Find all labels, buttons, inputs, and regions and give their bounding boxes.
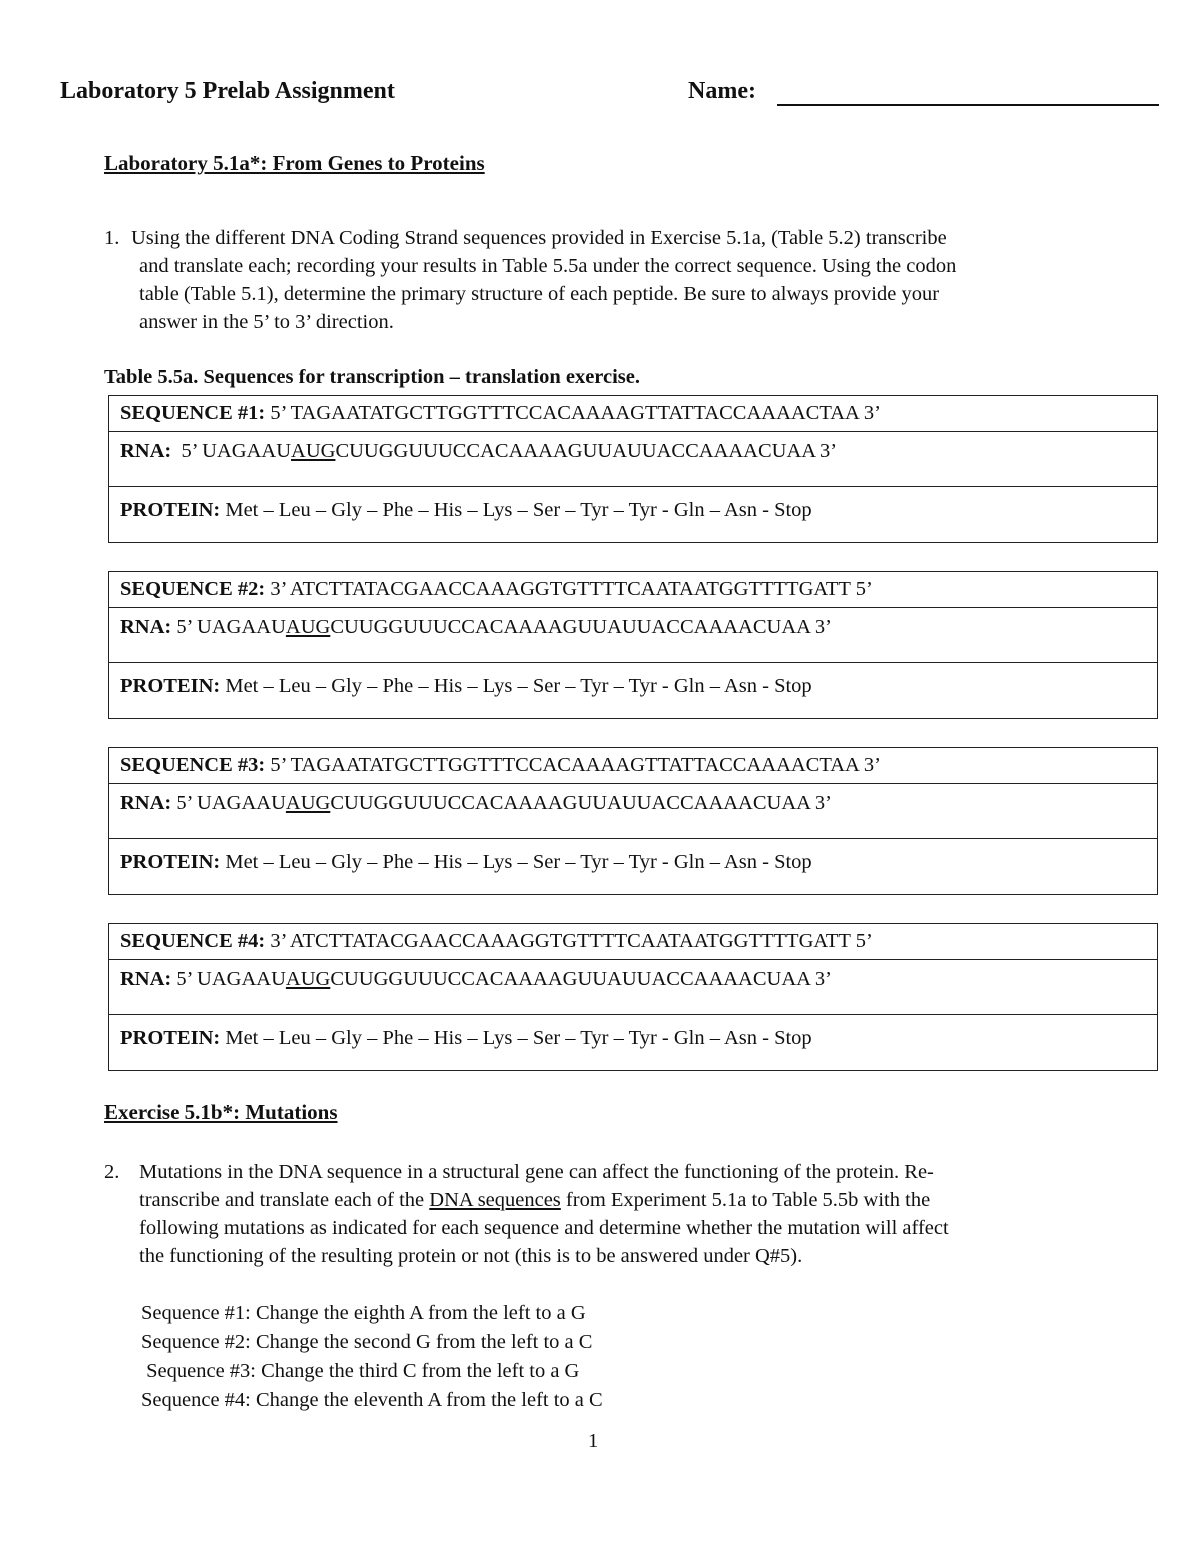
section-heading-mutations: Exercise 5.1b*: Mutations xyxy=(104,1100,338,1124)
sequence-row xyxy=(109,572,1157,608)
dna-sequences-reference: DNA sequences xyxy=(429,1189,561,1211)
dna-sequence: 3’ ATCTTATACGAACCAAAGGTGTTTTCAATAATGGTTTTGATT 5’ xyxy=(265,578,873,600)
start-codon: AUG xyxy=(285,792,331,814)
rna-prefix: 5’ UAGAAU xyxy=(171,968,286,990)
name-blank-line xyxy=(777,104,1159,106)
sequence-label: SEQUENCE #1: xyxy=(120,402,266,424)
rna-suffix: CUUGGUUUCCACAAAAGUUAUUACCAAAACUAA 3’ xyxy=(330,792,833,814)
question-2-number: 2. xyxy=(104,1161,120,1183)
sequence-table-3 xyxy=(108,747,1158,895)
rna-row xyxy=(109,432,1157,487)
sequence-row xyxy=(109,396,1157,432)
protein-sequence: Met – Leu – Gly – Phe – His – Lys – Ser – Tyr – Tyr - Gln – Asn - Stop xyxy=(220,675,812,697)
protein-row xyxy=(109,1015,1157,1070)
protein-row xyxy=(109,663,1157,718)
rna-prefix: 5’ UAGAAU xyxy=(171,616,286,638)
start-codon: AUG xyxy=(285,616,331,638)
rna-label: RNA: xyxy=(120,792,172,814)
question-1-number: 1. xyxy=(104,227,120,249)
mutation-item: Sequence #1: Change the eighth A from the left to a G xyxy=(141,1302,586,1324)
rna-label: RNA: xyxy=(120,616,172,638)
mutation-item: Sequence #2: Change the second G from the left to a C xyxy=(141,1331,593,1353)
question-1-line: and translate each; recording your results in Table 5.5a under the correct sequence. Using the codon xyxy=(139,255,957,277)
question-2-line: the functioning of the resulting protein or not (this is to be answered under Q#5). xyxy=(139,1245,803,1267)
protein-label: PROTEIN: xyxy=(120,1027,221,1049)
sequence-label: SEQUENCE #3: xyxy=(120,754,266,776)
dna-sequence: 5’ TAGAATATGCTTGGTTTCCACAAAAGTTATTACCAAAACTAA 3’ xyxy=(265,754,881,776)
protein-sequence: Met – Leu – Gly – Phe – His – Lys – Ser – Tyr – Tyr - Gln – Asn - Stop xyxy=(220,499,812,521)
rna-row xyxy=(109,960,1157,1015)
protein-sequence: Met – Leu – Gly – Phe – His – Lys – Ser – Tyr – Tyr - Gln – Asn - Stop xyxy=(220,1027,812,1049)
mutation-item: Sequence #3: Change the third C from the left to a G xyxy=(141,1360,580,1382)
rna-row xyxy=(109,784,1157,839)
protein-sequence: Met – Leu – Gly – Phe – His – Lys – Ser – Tyr – Tyr - Gln – Asn - Stop xyxy=(220,851,812,873)
sequence-label: SEQUENCE #2: xyxy=(120,578,266,600)
sequence-row xyxy=(109,748,1157,784)
protein-label: PROTEIN: xyxy=(120,851,221,873)
question-2-line: Mutations in the DNA sequence in a structural gene can affect the functioning of the protein. Re- xyxy=(139,1161,934,1183)
dna-sequence: 3’ ATCTTATACGAACCAAAGGTGTTTTCAATAATGGTTTTGATT 5’ xyxy=(265,930,873,952)
start-codon: AUG xyxy=(285,968,331,990)
protein-label: PROTEIN: xyxy=(120,675,221,697)
question-2-line-suffix: from Experiment 5.1a to Table 5.5b with the xyxy=(560,1189,931,1211)
sequence-table-2 xyxy=(108,571,1158,719)
sequence-table-4 xyxy=(108,923,1158,1071)
question-2-line-prefix: transcribe and translate each of the xyxy=(139,1189,430,1211)
rna-label: RNA: xyxy=(120,968,172,990)
rna-row xyxy=(109,608,1157,663)
name-label: Name: xyxy=(688,78,756,104)
mutation-item: Sequence #4: Change the eleventh A from the left to a C xyxy=(141,1389,603,1411)
question-2-line xyxy=(139,1186,1094,1214)
dna-sequence: 5’ TAGAATATGCTTGGTTTCCACAAAAGTTATTACCAAAACTAA 3’ xyxy=(265,402,881,424)
page-title: Laboratory 5 Prelab Assignment xyxy=(60,78,395,104)
protein-row xyxy=(109,839,1157,894)
page-number: 1 xyxy=(588,1430,599,1452)
sequence-row xyxy=(109,924,1157,960)
sequence-table-1 xyxy=(108,395,1158,543)
start-codon: AUG xyxy=(291,440,336,462)
question-1-line: Using the different DNA Coding Strand sequences provided in Exercise 5.1a, (Table 5.2) transcribe xyxy=(131,227,947,249)
question-2-line: following mutations as indicated for each sequence and determine whether the mutation will affect xyxy=(139,1217,949,1239)
rna-prefix: 5’ UAGAAU xyxy=(171,440,292,462)
table-caption: Table 5.5a. Sequences for transcription – translation exercise. xyxy=(104,366,641,388)
question-1-line: table (Table 5.1), determine the primary structure of each peptide. Be sure to always provide your xyxy=(139,283,940,305)
section-heading-genes-to-proteins: Laboratory 5.1a*: From Genes to Proteins xyxy=(104,151,485,175)
rna-prefix: 5’ UAGAAU xyxy=(171,792,286,814)
protein-row xyxy=(109,487,1157,542)
rna-suffix: CUUGGUUUCCACAAAAGUUAUUACCAAAACUAA 3’ xyxy=(330,616,833,638)
protein-label: PROTEIN: xyxy=(120,499,221,521)
rna-label: RNA: xyxy=(120,440,172,462)
question-1-line: answer in the 5’ to 3’ direction. xyxy=(139,311,394,333)
sequence-label: SEQUENCE #4: xyxy=(120,930,266,952)
rna-suffix: CUUGGUUUCCACAAAAGUUAUUACCAAAACUAA 3’ xyxy=(335,440,838,462)
rna-suffix: CUUGGUUUCCACAAAAGUUAUUACCAAAACUAA 3’ xyxy=(330,968,833,990)
